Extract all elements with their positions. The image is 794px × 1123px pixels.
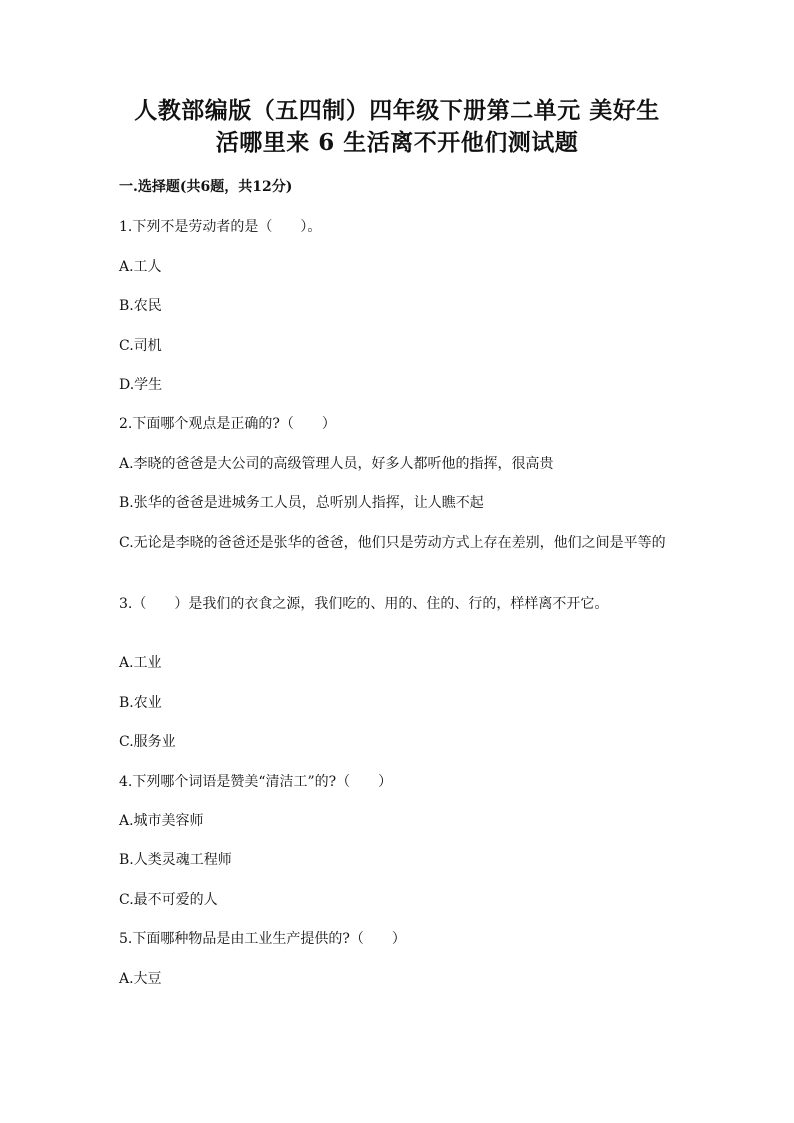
question-3-option-c: C.服务业 — [119, 734, 176, 750]
document-title — [100, 95, 694, 159]
question-5-stem: 5.下面哪种物品是由工业生产提供的?（ ） — [119, 931, 406, 947]
question-4-stem: 4.下列哪个词语是赞美“清洁工”的?（ ） — [119, 774, 393, 790]
question-3-option-a: A.工业 — [119, 655, 162, 671]
title-line-2: 活哪里来 6 生活离不开他们测试题 — [215, 129, 579, 156]
question-1-option-c: C.司机 — [119, 338, 162, 354]
question-5-option-a: A.大豆 — [119, 971, 162, 987]
section-heading: 一.选择题(共6题，共12分) — [119, 179, 293, 195]
question-2-option-c: C.无论是李晓的爸爸还是张华的爸爸，他们只是劳动方式上存在差别，他们之间是平等的 — [119, 535, 666, 551]
question-3-stem: 3.（ ）是我们的衣食之源，我们吃的、用的、住的、行的，样样离不开它。 — [119, 596, 609, 612]
question-4-option-b: B.人类灵魂工程师 — [119, 852, 232, 868]
question-2-stem: 2.下面哪个观点是正确的?（ ） — [119, 416, 336, 432]
title-line-1: 人教部编版（五四制）四年级下册第二单元 美好生 — [134, 97, 660, 124]
question-1-option-a: A.工人 — [119, 259, 162, 275]
question-2-option-b: B.张华的爸爸是进城务工人员，总听别人指挥，让人瞧不起 — [119, 495, 484, 511]
question-3-option-b: B.农业 — [119, 695, 162, 711]
question-1-option-d: D.学生 — [119, 377, 163, 393]
question-2-option-a: A.李晓的爸爸是大公司的高级管理人员，好多人都听他的指挥，很高贵 — [119, 456, 554, 472]
question-4-option-a: A.城市美容师 — [119, 813, 204, 829]
question-1-option-b: B.农民 — [119, 298, 162, 314]
question-4-option-c: C.最不可爱的人 — [119, 892, 218, 908]
question-1-stem: 1.下列不是劳动者的是（ ）。 — [119, 219, 322, 235]
